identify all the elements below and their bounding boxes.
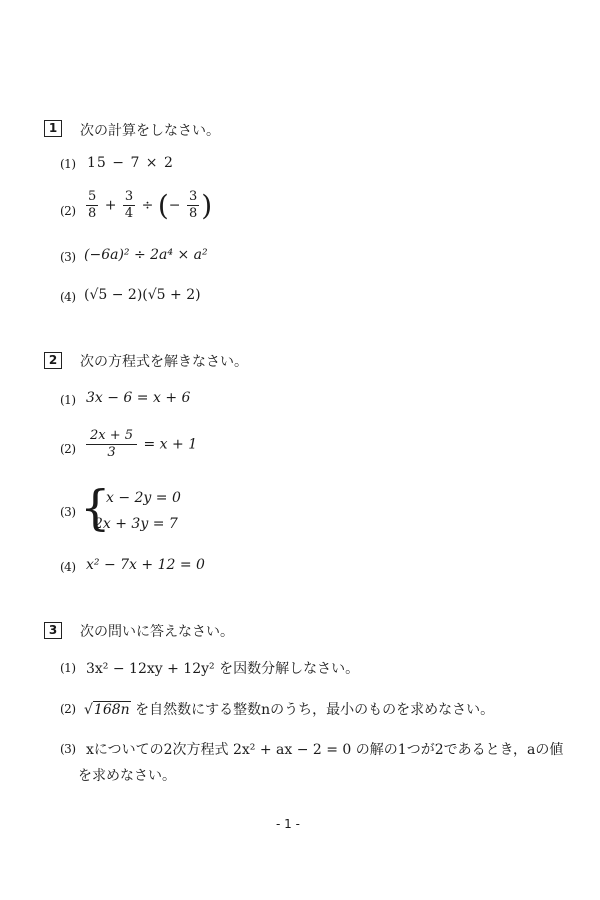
s1-q4-number: (4)	[60, 290, 76, 304]
system-brace: {	[80, 480, 111, 536]
s1-q3-expression: (−6a)² ÷ 2a⁴ × a²	[84, 247, 208, 263]
system-equation-2: 2x + 3y = 7	[94, 516, 178, 532]
section-3-title: 次の問いに答えなさい。	[80, 624, 234, 640]
s2-q4-expression: x² − 7x + 12 = 0	[86, 557, 205, 573]
s2-q2-expression	[84, 428, 197, 461]
divide-sign: ÷	[141, 197, 154, 214]
s1-q1-expression: 15 − 7 × 2	[87, 155, 174, 171]
page-number: - 1 -	[276, 817, 300, 831]
s1-q4-expression: (√5 − 2)(√5 + 2)	[84, 287, 201, 303]
fraction-5-8	[86, 189, 98, 222]
s3-q3-number: (3)	[60, 742, 76, 756]
s3-q3-text-line1: xについての2次方程式 2x² + ax − 2 = 0 の解の1つが2であるとき，aの値	[86, 742, 564, 758]
radicand: 168n	[93, 702, 130, 718]
fraction-3-4	[123, 189, 135, 222]
close-paren: )	[201, 189, 213, 222]
s3-q1-text: 3x² − 12xy + 12y² を因数分解しなさい。	[86, 661, 360, 677]
s3-q1-number: (1)	[60, 661, 76, 675]
system-equation-1: x − 2y = 0	[106, 490, 181, 506]
minus-sign: −	[168, 197, 181, 214]
s1-q3-number: (3)	[60, 250, 76, 264]
square-root: √168n	[84, 702, 130, 718]
frac-numerator: 3	[124, 189, 134, 204]
fraction-3-8	[187, 189, 199, 222]
s2-q3-number: (3)	[60, 505, 76, 519]
s3-q3-text-line2: を求めなさい。	[78, 768, 176, 784]
frac-denominator: 4	[124, 206, 134, 221]
s2-q2-number: (2)	[60, 442, 76, 456]
s3-q2-number: (2)	[60, 702, 76, 716]
plus-sign: +	[104, 197, 117, 214]
s1-q2-expression	[84, 189, 212, 222]
frac-denominator: 8	[188, 206, 198, 221]
frac-numerator: 5	[88, 189, 97, 204]
frac-denominator: 8	[88, 206, 97, 221]
s2-q1-expression: 3x − 6 = x + 6	[86, 390, 191, 406]
equation-rhs: = x + 1	[143, 436, 198, 453]
frac-denominator: 3	[86, 444, 137, 461]
section-2-title: 次の方程式を解きなさい。	[80, 354, 248, 370]
frac-numerator: 3	[188, 189, 198, 204]
s2-q4-number: (4)	[60, 560, 76, 574]
section-2-number: 2	[44, 352, 62, 369]
open-paren: (	[157, 189, 169, 222]
s2-q1-number: (1)	[60, 393, 76, 407]
s3-q2-text	[84, 699, 494, 719]
section-1-title: 次の計算をしなさい。	[80, 123, 220, 139]
fraction-equation	[86, 428, 137, 461]
frac-numerator: 2x + 5	[90, 428, 134, 443]
s3-q2-statement: を自然数にする整数nのうち，最小のものを求めなさい。	[135, 702, 495, 718]
s1-q2-number: (2)	[60, 204, 76, 218]
section-1-number: 1	[44, 120, 62, 137]
s1-q1-number: (1)	[60, 157, 76, 171]
section-3-number: 3	[44, 622, 62, 639]
